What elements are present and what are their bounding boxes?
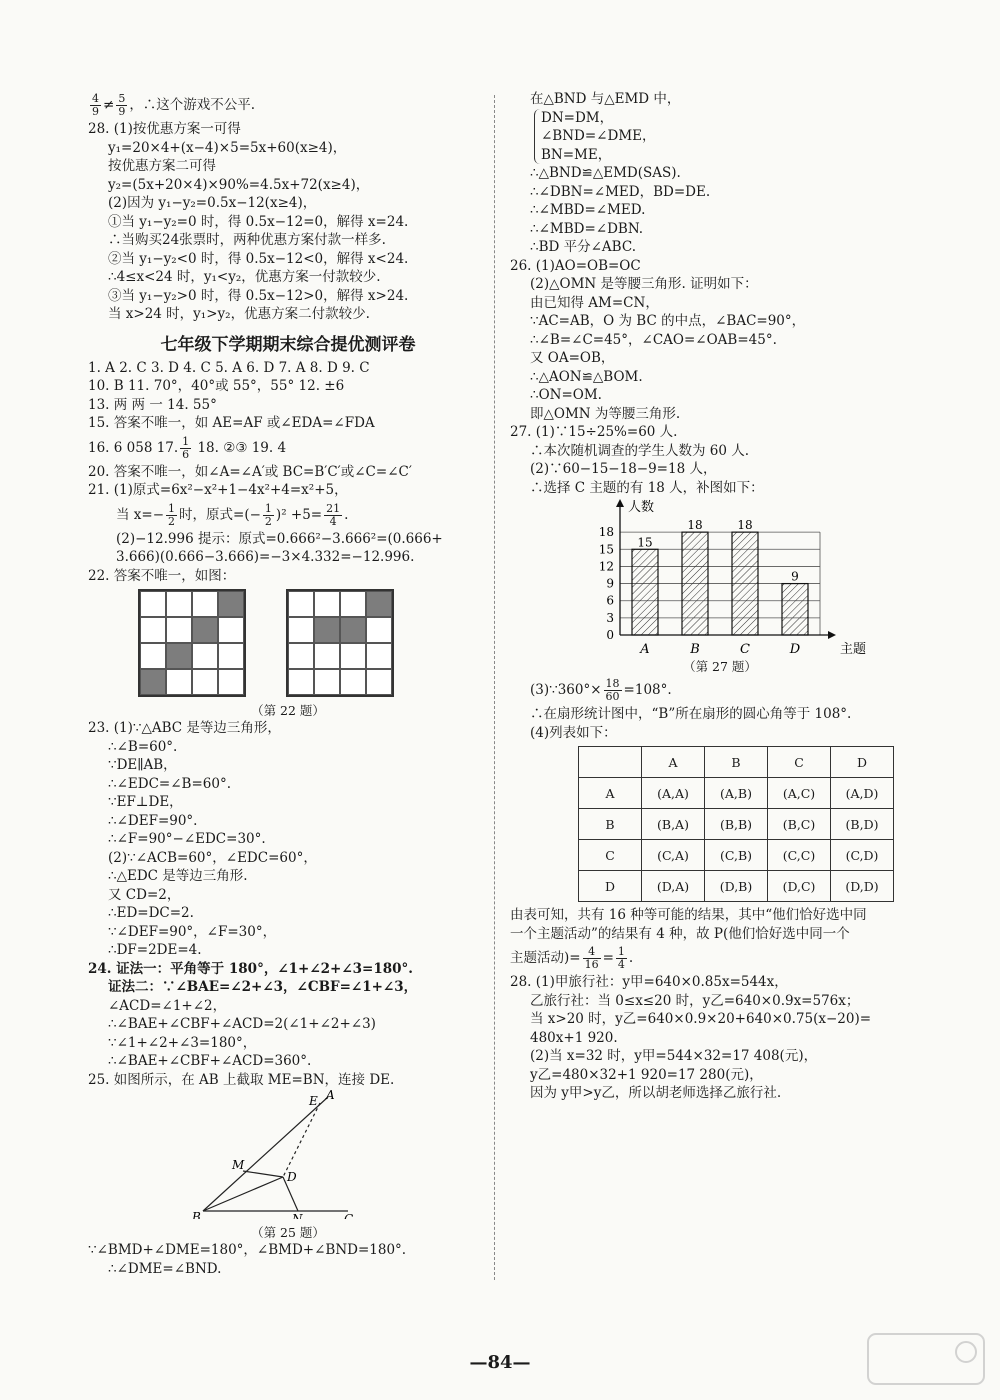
grid-cell — [314, 669, 340, 695]
y-tick-label: 3 — [606, 610, 614, 625]
text-line: ∴选择 C 主题的有 18 人，补图如下： — [530, 479, 764, 496]
text-line: 16. 6 058 17. $\frac{1}{6}$ 18. ②③ 19. 4 — [88, 434, 287, 461]
table-cell: (B,D) — [831, 809, 894, 840]
y-tick-label: 18 — [598, 525, 614, 540]
text-line: 480x+1 920. — [530, 1029, 618, 1046]
table-cell: B — [579, 809, 642, 840]
figure-25 — [88, 1089, 488, 1219]
text-line: BN=ME， — [541, 146, 612, 163]
text-line: ∠ACD=∠1+∠2， — [108, 997, 227, 1014]
table-row — [579, 871, 894, 902]
grid-cell — [192, 669, 218, 695]
grid-cell — [166, 669, 192, 695]
text-line: ∴4≤x<24 时，y₁<y₂，优惠方案一付款较少. — [108, 269, 381, 285]
text-line: 在△BND 与△EMD 中， — [530, 91, 681, 107]
x-tick-label: A — [640, 642, 650, 657]
text-line: ∴ON=OM. — [530, 387, 602, 403]
bar — [632, 549, 658, 635]
text-line: ∵EF⊥DE， — [108, 794, 183, 810]
text-line: 3.666)(0.666−3.666)=−3×4.332=−12.996. — [116, 549, 415, 565]
shaded-cell — [192, 617, 218, 643]
bar-chart-27 — [510, 497, 930, 657]
text-line: 由已知得 AM=CN， — [530, 294, 659, 311]
text-line: y乙=480×32+1 920=17 280(元)， — [530, 1066, 763, 1083]
segment-MD — [243, 1171, 283, 1177]
table-cell: (D,C) — [768, 871, 831, 902]
text-line: ∴∠F=90°−∠EDC=30°. — [108, 831, 266, 847]
text-line: 证法二：∵∠BAE=∠2+∠3，∠CBF=∠1+∠3， — [108, 979, 418, 995]
table-cell: (C,A) — [642, 840, 705, 871]
segment-ED — [283, 1103, 320, 1177]
segment-BA — [203, 1097, 328, 1211]
text-line: ∴∠DME=∠BND. — [108, 1260, 222, 1277]
x-tick-label: B — [690, 642, 700, 657]
shaded-cell — [166, 643, 192, 669]
grid-cell — [140, 643, 166, 669]
text-line: ∵∠1+∠2+∠3=180°， — [108, 1034, 257, 1051]
shaded-cell — [366, 591, 392, 617]
text-line: y₁=20×4+(x−4)×5=5x+60(x≥4)， — [108, 139, 347, 156]
text-line: 28. (1)甲旅行社：y甲=640×0.85x=544x， — [510, 974, 788, 990]
grid-cell — [192, 643, 218, 669]
shaded-cell — [314, 617, 340, 643]
grid-cell — [166, 617, 192, 643]
table-cell: (A,D) — [831, 778, 894, 809]
column-divider — [494, 95, 495, 1280]
table-header-cell: C — [768, 747, 831, 778]
text-line: ∵∠BMD+∠DME=180°，∠BMD+∠BND=180°. — [88, 1242, 407, 1258]
point-label-B: B — [192, 1210, 201, 1219]
table-cell: (D,A) — [642, 871, 705, 902]
text-line: 15. 答案不唯一，如 AE=AF 或∠EDA=∠FDA — [88, 415, 375, 431]
table-cell: (B,A) — [642, 809, 705, 840]
point-label-D: D — [287, 1170, 297, 1184]
table-cell: (D,B) — [705, 871, 768, 902]
y-tick-label: 6 — [606, 593, 614, 608]
text-line: ∴∠DEF=90°. — [108, 812, 198, 829]
text-line: ∴△BND≌△EMD(SAS). — [530, 165, 681, 181]
text-line: (2)△OMN 是等腰三角形. 证明如下： — [530, 276, 758, 292]
text-line: (2)因为 y₁−y₂=0.5x−12(x≥4)， — [108, 195, 317, 211]
table-header-cell — [579, 747, 642, 778]
y-axis-arrow — [616, 499, 624, 507]
table-row — [579, 809, 894, 840]
text-line: ③当 y₁−y₂>0 时，得 0.5x−12>0，解得 x>24. — [108, 287, 409, 304]
text-line: 23. (1)∵△ABC 是等边三角形， — [88, 720, 281, 736]
y-tick-label: 0 — [606, 628, 614, 642]
shaded-cell — [340, 617, 366, 643]
bar-data-label: 9 — [791, 569, 799, 584]
text-line: DN=DM， — [541, 109, 614, 126]
shaded-cell — [140, 669, 166, 695]
point-label-M: M — [232, 1158, 245, 1172]
text-line: 按优惠方案二可得 — [108, 158, 216, 174]
text-line: ∴△EDC 是等边三角形. — [108, 868, 248, 884]
bar — [782, 584, 808, 635]
table-row — [579, 778, 894, 809]
table-cell: (B,C) — [768, 809, 831, 840]
text-line: 当 x>24 时，y₁>y₂，优惠方案二付款较少. — [108, 306, 370, 322]
y-tick-label: 9 — [606, 576, 614, 591]
segment-BD — [203, 1177, 283, 1211]
text-line: ∠BND=∠DME， — [541, 128, 656, 144]
text-line: ∴当购买24张票时，两种优惠方案付款一样多. — [108, 232, 386, 248]
grid-answer-2 — [286, 589, 394, 697]
text-line: ∴∠EDC=∠B=60°. — [108, 775, 231, 792]
text-line: (2)∵60−15−18−9=18 人， — [530, 461, 717, 477]
text-line: ∵∠DEF=90°，∠F=30°， — [108, 923, 277, 940]
table-row — [579, 840, 894, 871]
text-line: ∴∠MBD=∠MED. — [530, 202, 646, 218]
text-line: (2)当 x=32 时，y甲=544×32=17 408(元)， — [530, 1048, 818, 1064]
text-line: ∴在扇形统计图中，“B”所在扇形的圆心角等于 108°. — [530, 706, 852, 722]
shaded-cell — [218, 591, 244, 617]
x-tick-label: C — [740, 642, 750, 657]
grid-cell — [140, 591, 166, 617]
table-cell: D — [579, 871, 642, 902]
x-axis-label: 主题 — [840, 642, 867, 657]
text-line: 又 CD=2， — [108, 886, 181, 903]
text-line: ②当 y₁−y₂<0 时，得 0.5x−12<0，解得 x<24. — [108, 250, 409, 267]
point-label-E: E — [309, 1094, 318, 1108]
grid-cell — [314, 591, 340, 617]
text-line: 主题活动)= $\frac{4}{16}$ = $\frac{1}{4}$ . — [510, 945, 634, 971]
table-header-cell: D — [831, 747, 894, 778]
table-cell: (C,B) — [705, 840, 768, 871]
table-cell: (C,D) — [831, 840, 894, 871]
text-line: 28. (1)按优惠方案一可得 — [88, 121, 241, 137]
text-line: 13. 两 两 一 14. 55° — [88, 396, 217, 413]
bar — [732, 532, 758, 635]
text-line: 27. (1)∵15÷25%=60 人. — [510, 424, 678, 440]
grid-cell — [366, 643, 392, 669]
point-label-C: C — [344, 1212, 354, 1219]
text-line: ①当 y₁−y₂=0 时，得 0.5x−12=0，解得 x=24. — [108, 213, 409, 230]
grid-cell — [288, 669, 314, 695]
text-line: 21. (1)原式=6x²−x²+1−4x²+4=x²+5， — [88, 482, 348, 498]
text-line: 26. (1)AO=OB=OC — [510, 257, 641, 274]
text-line: ∴BD 平分∠ABC. — [530, 239, 636, 255]
watermark-logo — [866, 1332, 986, 1386]
left-column — [88, 90, 488, 1278]
text-line: (2)∵∠ACB=60°，∠EDC=60°， — [108, 849, 317, 866]
text-line: ∴DF=2DE=4. — [108, 942, 202, 958]
grid-cell — [288, 591, 314, 617]
text-line: ∴∠MBD=∠DBN. — [530, 220, 644, 237]
text-line: ∴∠DBN=∠MED，BD=DE. — [530, 183, 711, 200]
bar-data-label: 15 — [637, 535, 653, 550]
table-cell: (B,B) — [705, 809, 768, 840]
grid-cell — [340, 669, 366, 695]
y-axis-label: 人数 — [628, 500, 655, 515]
text-line: 10. B 11. 70°，40°或 55°，55° 12. ±6 — [88, 378, 345, 394]
text-line: ∴∠BAE+∠CBF+∠ACD=2(∠1+∠2+∠3) — [108, 1016, 376, 1032]
bar-data-label: 18 — [737, 518, 753, 533]
text-line: ∵AC=AB，O 为 BC 的中点，∠BAC=90°， — [530, 313, 806, 329]
text-line: 1. A 2. C 3. D 4. C 5. A 6. D 7. A 8. D 9. C — [88, 359, 370, 376]
table-cell: (C,C) — [768, 840, 831, 871]
text-line: 乙旅行社：当 0≤x≤20 时，y乙=640×0.9x=576x； — [530, 992, 860, 1009]
text-line: ∴ED=DC=2. — [108, 905, 194, 921]
table-header-cell: B — [705, 747, 768, 778]
grid-cell — [166, 591, 192, 617]
grid-cell — [140, 617, 166, 643]
text-line: 20. 答案不唯一，如∠A=∠A′或 BC=B′C′或∠C=∠C′ — [88, 463, 412, 480]
page-number: —84— — [469, 1352, 531, 1373]
table-cell: (A,B) — [705, 778, 768, 809]
text-line: (3)∵360°× $\frac{18}{60}$ =108°. — [530, 677, 672, 703]
grid-answer-1 — [138, 589, 246, 697]
grid-cell — [192, 591, 218, 617]
text-line: ∴∠BAE+∠CBF+∠ACD=360°. — [108, 1053, 312, 1069]
grid-cell — [340, 591, 366, 617]
table-header-row — [579, 747, 894, 778]
grid-cell — [288, 617, 314, 643]
grid-cell — [218, 669, 244, 695]
text-line: 当 x=− $\frac{1}{2}$ 时，原式=(− $\frac{1}{2}$ )² +5= $\frac{21}{4}$ . — [116, 501, 349, 528]
text-line: 25. 如图所示，在 AB 上截取 ME=BN，连接 DE. — [88, 1071, 395, 1088]
point-label-N: N — [292, 1212, 303, 1219]
text-line: ∴∠B=60°. — [108, 738, 178, 755]
x-axis-arrow — [828, 631, 836, 639]
figure-caption: （第 27 题） — [683, 659, 757, 674]
right-column — [510, 90, 930, 1103]
text-line: (4)列表如下： — [530, 724, 617, 741]
grid-cell — [366, 617, 392, 643]
grid-cell — [288, 643, 314, 669]
text-line: 由表可知，共有 16 种等可能的结果，其中“他们恰好选中同 — [510, 907, 867, 923]
section-title: 七年级下学期期末综合提优测评卷 — [160, 334, 416, 355]
text-line: ∴本次随机调查的学生人数为 60 人. — [530, 442, 750, 459]
table-header-cell: A — [642, 747, 705, 778]
text-line: (2)−12.996 提示：原式=0.666²−3.666²=(0.666+ — [116, 530, 443, 547]
grid-cell — [366, 669, 392, 695]
table-cell: (A,A) — [642, 778, 705, 809]
text-line: 因为 y甲>y乙，所以胡老师选择乙旅行社. — [530, 1085, 782, 1101]
text-line: ∴∠B=∠C=45°，∠CAO=∠OAB=45°. — [530, 331, 777, 348]
y-tick-label: 15 — [598, 542, 614, 557]
grid-cell — [314, 643, 340, 669]
table-cell: C — [579, 840, 642, 871]
grid-cell — [340, 643, 366, 669]
x-tick-label: D — [789, 642, 801, 657]
table-cell: A — [579, 778, 642, 809]
text-line: $\frac{4}{9}$ ≠ $\frac{5}{9}$ ，∴这个游戏不公平. — [92, 92, 256, 118]
text-line: ∵DE∥AB， — [108, 757, 177, 773]
outcome-table — [578, 746, 894, 902]
table-cell: (D,D) — [831, 871, 894, 902]
grid-cell — [218, 643, 244, 669]
bar — [682, 532, 708, 635]
figure-22 — [88, 589, 488, 701]
grid-cell — [218, 617, 244, 643]
table-cell: (A,C) — [768, 778, 831, 809]
text-line: ∴△AON≌△BOM. — [530, 368, 643, 385]
figure-caption: （第 25 题） — [251, 1225, 325, 1240]
point-label-A: A — [326, 1089, 335, 1102]
figure-caption: （第 22 题） — [251, 703, 325, 718]
bar-data-label: 18 — [687, 518, 703, 533]
text-line: y₂=(5x+20×4)×90%=4.5x+72(x≥4)， — [108, 176, 370, 193]
text-line: 一个主题活动”的结果有 4 种，故 P(他们恰好选中同一个 — [510, 925, 850, 942]
text-line: 当 x>20 时，y乙=640×0.9×20+640×0.75(x−20)= — [530, 1011, 872, 1027]
y-tick-label: 12 — [598, 559, 614, 574]
brace-group — [534, 109, 930, 165]
text-line: 又 OA=OB， — [530, 350, 615, 366]
text-line: 即△OMN 为等腰三角形. — [530, 405, 681, 422]
text-line: 24. 证法一：平角等于 180°，∠1+∠2+∠3=180°. — [88, 960, 413, 977]
text-line: 22. 答案不唯一，如图： — [88, 567, 236, 584]
